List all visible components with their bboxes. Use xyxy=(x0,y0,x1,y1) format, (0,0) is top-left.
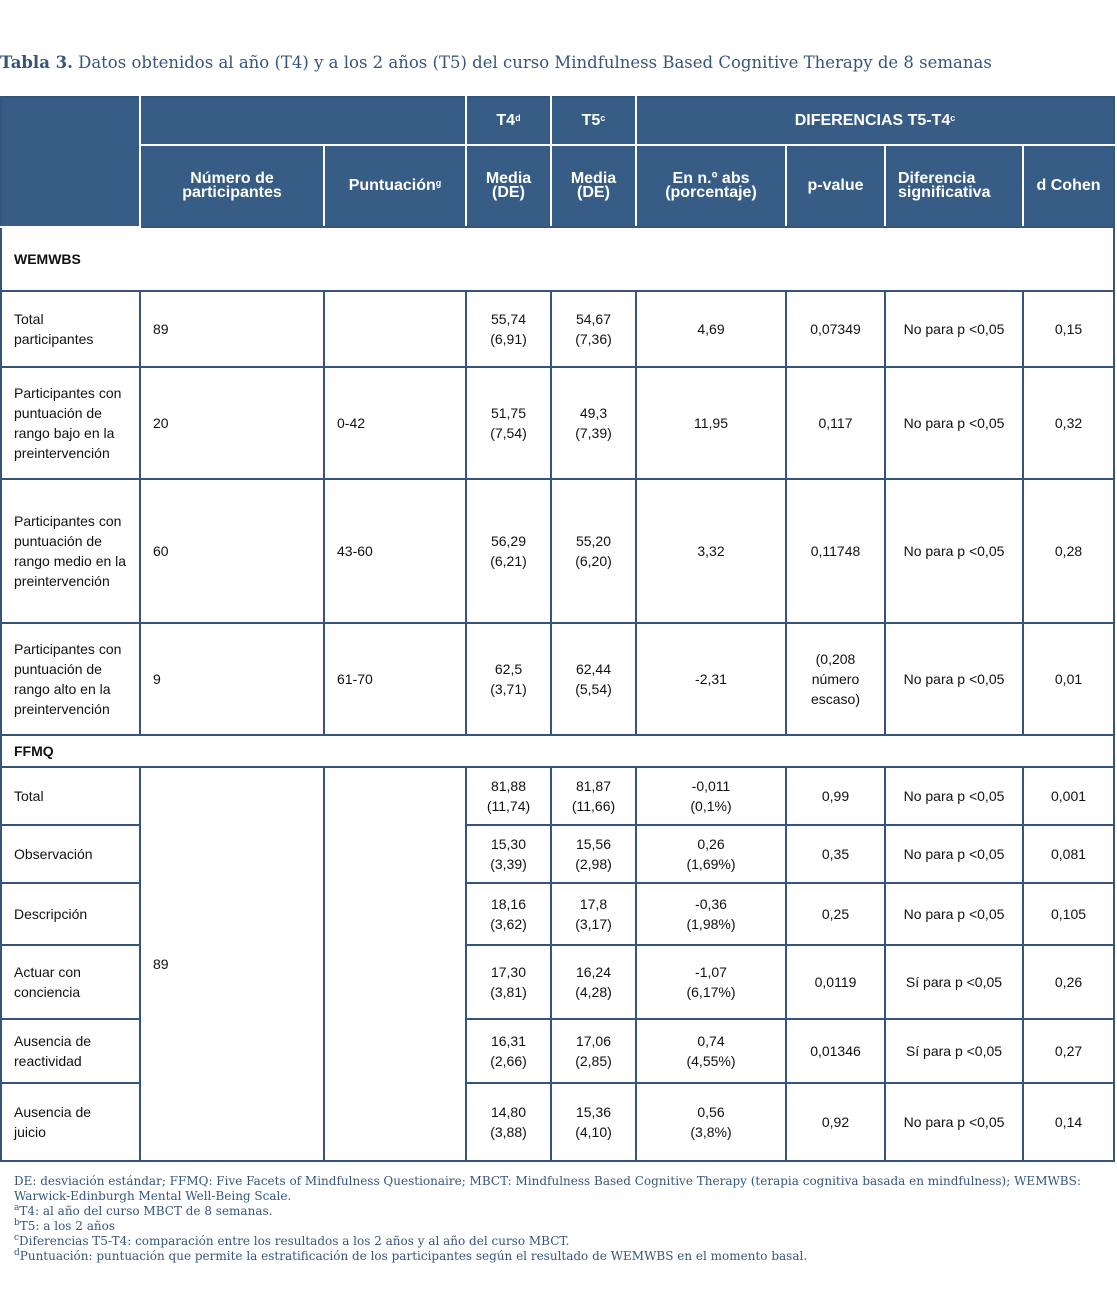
footnote: $^d$Puntuación: puntuación que permite la estratificación de los participantes según el resultado de WEMWBS en el momento basal. xyxy=(14,1248,808,1263)
table-row xyxy=(1,291,1114,367)
row-abs: 11,95 xyxy=(636,367,786,479)
row-sig: No para p <0,05 xyxy=(885,1083,1023,1161)
section-wemwbs: WEMWBS xyxy=(1,227,1114,291)
row-label: Total xyxy=(1,767,140,825)
row-cohen: 0,01 xyxy=(1023,623,1114,735)
caption-label: Tabla 3. xyxy=(0,53,73,72)
row-abs: 0,26 (1,69%) xyxy=(636,825,786,883)
caption-text: Datos obtenidos al año (T4) y a los 2 años (T5) del curso Mindfulness Based Cognitive Therapy de 8 semanas xyxy=(78,53,992,72)
row-label: Total participantes xyxy=(1,291,140,367)
header-d-cohen: d Cohen xyxy=(1023,145,1114,227)
row-pvalue: 0,01346 xyxy=(786,1019,885,1083)
row-t5: 54,67 (7,36) xyxy=(551,291,636,367)
row-cohen: 0,27 xyxy=(1023,1019,1114,1083)
row-pvalue: 0,0119 xyxy=(786,945,885,1019)
header-diferencia-significativa: Diferencia significativa xyxy=(885,145,1023,227)
row-abs: 4,69 xyxy=(636,291,786,367)
row-sig: No para p <0,05 xyxy=(885,825,1023,883)
row-t5: 49,3 (7,39) xyxy=(551,367,636,479)
row-abs: -0,36 (1,98%) xyxy=(636,883,786,945)
row-pvalue: 0,11748 xyxy=(786,479,885,623)
header-blank xyxy=(140,97,466,145)
row-t5: 16,24 (4,28) xyxy=(551,945,636,1019)
row-sig: No para p <0,05 xyxy=(885,623,1023,735)
row-label: Participantes con puntuación de rango bajo en la preintervención xyxy=(1,367,140,479)
ffmq-n: 89 xyxy=(140,767,324,1161)
row-label: Ausencia de juicio xyxy=(1,1083,140,1161)
row-t4: 15,30 (3,39) xyxy=(466,825,551,883)
row-label: Participantes con puntuación de rango alto en la preintervención xyxy=(1,623,140,735)
row-cohen: 0,26 xyxy=(1023,945,1114,1019)
header-corner xyxy=(1,97,140,227)
row-sig: No para p <0,05 xyxy=(885,367,1023,479)
row-sig: No para p <0,05 xyxy=(885,479,1023,623)
row-abs: 0,74 (4,55%) xyxy=(636,1019,786,1083)
table-row xyxy=(1,367,1114,479)
row-n: 60 xyxy=(140,479,324,623)
row-puntuacion: 43-60 xyxy=(324,479,466,623)
row-pvalue: 0,35 xyxy=(786,825,885,883)
row-sig: No para p <0,05 xyxy=(885,883,1023,945)
row-cohen: 0,28 xyxy=(1023,479,1114,623)
row-pvalue: 0,99 xyxy=(786,767,885,825)
row-t4: 51,75 (7,54) xyxy=(466,367,551,479)
header-abs: En n.º abs (porcentaje) xyxy=(636,145,786,227)
footnote: DE: desviación estándar; FFMQ: Five Facets of Mindfulness Questionaire; MBCT: Mindfulness Based Cognitive Therapy (terapia cognitiva basada en mindfulness); WEMWBS: Warwick-Edinburgh Mental Well-Being Scale. xyxy=(14,1174,1081,1203)
row-n: 20 xyxy=(140,367,324,479)
row-puntuacion: 61-70 xyxy=(324,623,466,735)
row-t5: 55,20 (6,20) xyxy=(551,479,636,623)
row-pvalue: (0,208 número escaso) xyxy=(786,623,885,735)
row-cohen: 0,15 xyxy=(1023,291,1114,367)
row-t4: 17,30 (3,81) xyxy=(466,945,551,1019)
row-abs: 0,56 (3,8%) xyxy=(636,1083,786,1161)
table-caption xyxy=(0,53,992,72)
row-pvalue: 0,07349 xyxy=(786,291,885,367)
row-t4: 62,5 (3,71) xyxy=(466,623,551,735)
header-t5: T5$^c$ xyxy=(551,97,636,145)
row-t5: 17,06 (2,85) xyxy=(551,1019,636,1083)
footnote: $^b$T5: a los 2 años xyxy=(14,1218,115,1233)
header-media-t5: Media (DE) xyxy=(551,145,636,227)
header-pvalue: p-value xyxy=(786,145,885,227)
row-puntuacion xyxy=(324,291,466,367)
header-media-t4: Media (DE) xyxy=(466,145,551,227)
row-pvalue: 0,25 xyxy=(786,883,885,945)
row-sig: No para p <0,05 xyxy=(885,767,1023,825)
table-row xyxy=(1,479,1114,623)
row-puntuacion: 0-42 xyxy=(324,367,466,479)
row-t4: 14,80 (3,88) xyxy=(466,1083,551,1161)
row-label: Descripción xyxy=(1,883,140,945)
row-t4: 18,16 (3,62) xyxy=(466,883,551,945)
row-t4: 81,88 (11,74) xyxy=(466,767,551,825)
row-t5: 62,44 (5,54) xyxy=(551,623,636,735)
row-sig: Sí para p <0,05 xyxy=(885,945,1023,1019)
header-diferencias: DIFERENCIAS T5-T4$^c$ xyxy=(636,97,1114,145)
row-t5: 15,36 (4,10) xyxy=(551,1083,636,1161)
table-row xyxy=(1,767,1114,825)
footnote: $^a$T4: al año del curso MBCT de 8 semanas. xyxy=(14,1203,273,1218)
row-sig: Sí para p <0,05 xyxy=(885,1019,1023,1083)
row-cohen: 0,105 xyxy=(1023,883,1114,945)
ffmq-puntuacion xyxy=(324,767,466,1161)
row-abs: 3,32 xyxy=(636,479,786,623)
row-label: Ausencia de reactividad xyxy=(1,1019,140,1083)
row-t4: 55,74 (6,91) xyxy=(466,291,551,367)
header-numero-participantes: Número de participantes xyxy=(140,145,324,227)
row-t4: 56,29 (6,21) xyxy=(466,479,551,623)
row-abs: -1,07 (6,17%) xyxy=(636,945,786,1019)
row-t4: 16,31 (2,66) xyxy=(466,1019,551,1083)
header-puntuacion: Puntuación$^g$ xyxy=(324,145,466,227)
row-t5: 81,87 (11,66) xyxy=(551,767,636,825)
header-t4: T4$^d$ xyxy=(466,97,551,145)
row-t5: 15,56 (2,98) xyxy=(551,825,636,883)
section-ffmq: FFMQ xyxy=(1,735,1114,767)
row-label: Observación xyxy=(1,825,140,883)
row-label: Participantes con puntuación de rango medio en la preintervención xyxy=(1,479,140,623)
row-n: 9 xyxy=(140,623,324,735)
footnotes xyxy=(14,1174,1104,1264)
row-pvalue: 0,92 xyxy=(786,1083,885,1161)
row-abs: -0,011 (0,1%) xyxy=(636,767,786,825)
row-cohen: 0,081 xyxy=(1023,825,1114,883)
row-cohen: 0,14 xyxy=(1023,1083,1114,1161)
row-n: 89 xyxy=(140,291,324,367)
footnote: $^c$Diferencias T5-T4: comparación entre los resultados a los 2 años y al año del curso MBCT. xyxy=(14,1233,570,1248)
table-row xyxy=(1,623,1114,735)
row-t5: 17,8 (3,17) xyxy=(551,883,636,945)
row-abs: -2,31 xyxy=(636,623,786,735)
row-cohen: 0,001 xyxy=(1023,767,1114,825)
row-cohen: 0,32 xyxy=(1023,367,1114,479)
row-label: Actuar con conciencia xyxy=(1,945,140,1019)
row-sig: No para p <0,05 xyxy=(885,291,1023,367)
row-pvalue: 0,117 xyxy=(786,367,885,479)
results-table xyxy=(0,96,1115,1162)
